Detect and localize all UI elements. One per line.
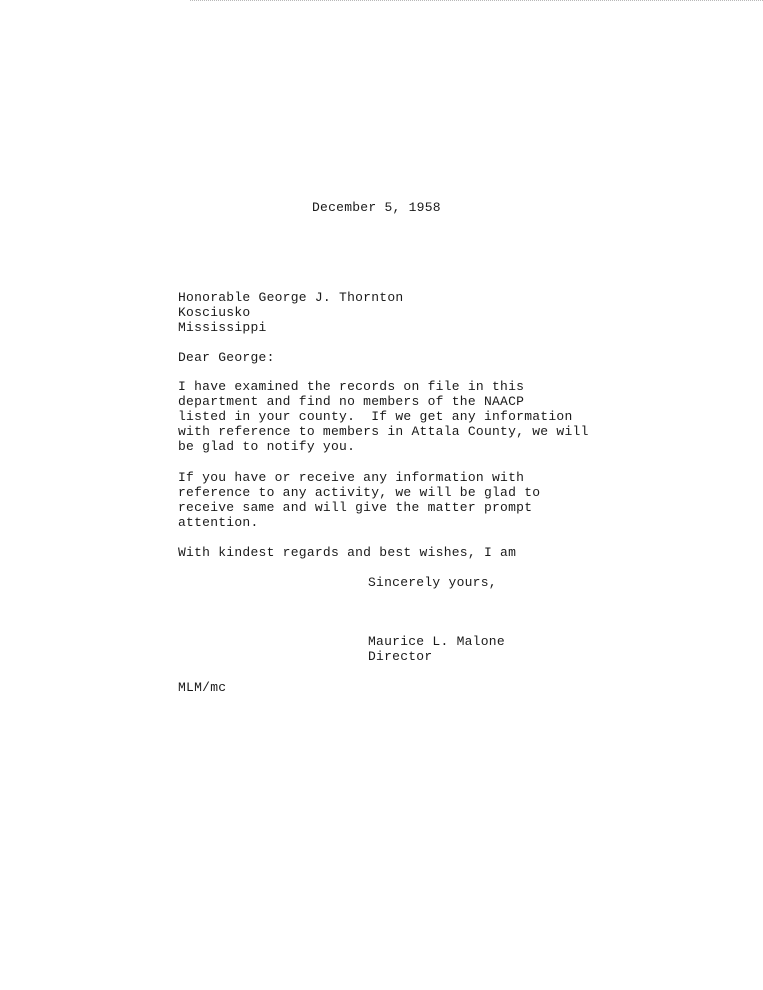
- body-paragraph-1: I have examined the records on file in this department and find no members of the NAACP listed in your county. If we get any information with reference to members in Attala County, we will be glad to notify you.: [178, 379, 589, 454]
- letter-date: December 5, 1958: [312, 200, 441, 215]
- signature-name: Maurice L. Malone: [368, 634, 505, 649]
- closing: Sincerely yours,: [368, 575, 497, 590]
- recipient-state: Mississippi: [178, 320, 267, 335]
- recipient-city: Kosciusko: [178, 305, 251, 320]
- salutation: Dear George:: [178, 350, 275, 365]
- signature-title: Director: [368, 649, 433, 664]
- body-paragraph-3: With kindest regards and best wishes, I am: [178, 545, 517, 560]
- reference-initials: MLM/mc: [178, 680, 227, 695]
- body-paragraph-2: If you have or receive any information with reference to any activity, we will be glad to receive same and will give the matter prompt attention.: [178, 470, 541, 530]
- recipient-name: Honorable George J. Thornton: [178, 290, 404, 305]
